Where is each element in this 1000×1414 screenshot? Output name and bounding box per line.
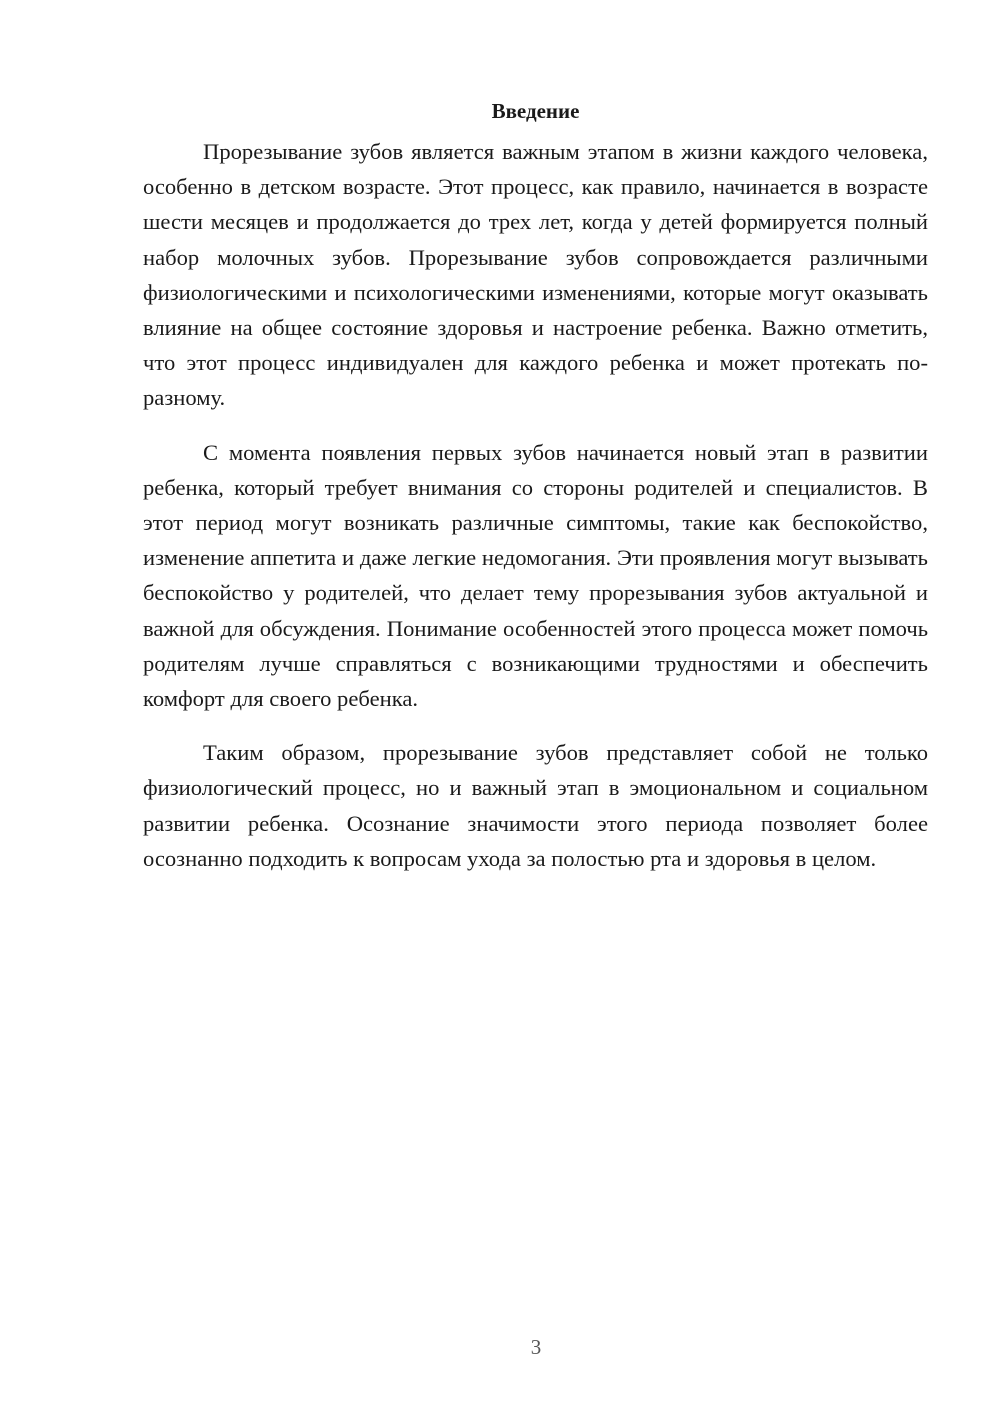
page-content xyxy=(143,96,928,895)
section-title: Введение xyxy=(491,99,580,123)
paragraph-2: С момента появления первых зубов начинается новый этап в развитии ребенка, который требует внимания со стороны родителей и специалистов. В этот период могут возникать различные симптомы, такие как беспокойство, изменение аппетита и даже легкие недомогания. Эти проявления могут вызывать беспокойство у родителей, что делает тему прорезывания зубов актуальной и важной для обсуждения. Понимание особенностей этого процесса может помочь родителям лучше справляться с возникающими трудностями и обеспечить комфорт для своего ребенка. xyxy=(143,439,928,712)
paragraph-1: Прорезывание зубов является важным этапом в жизни каждого человека, особенно в детском возрасте. Этот процесс, как правило, начинается в возрасте шести месяцев и продолжается до трех лет, когда у детей формируется полный набор молочных зубов. Прорезывание зубов сопровождается различными физиологическими и психологическими изменениями, которые могут оказывать влияние на общее состояние здоровья и настроение ребенка. Важно отметить, что этот процесс индивидуален для каждого ребенка и может протекать по-разному. xyxy=(143,139,928,411)
paragraph-3: Таким образом, прорезывание зубов представляет собой не только физиологический процесс, но и важный этап в эмоциональном и социальном развитии ребенка. Осознание значимости этого периода позволяет более осознанно подходить к вопросам ухода за полостью рта и здоровья в целом. xyxy=(143,740,928,871)
page-number: 3 xyxy=(530,1335,542,1359)
